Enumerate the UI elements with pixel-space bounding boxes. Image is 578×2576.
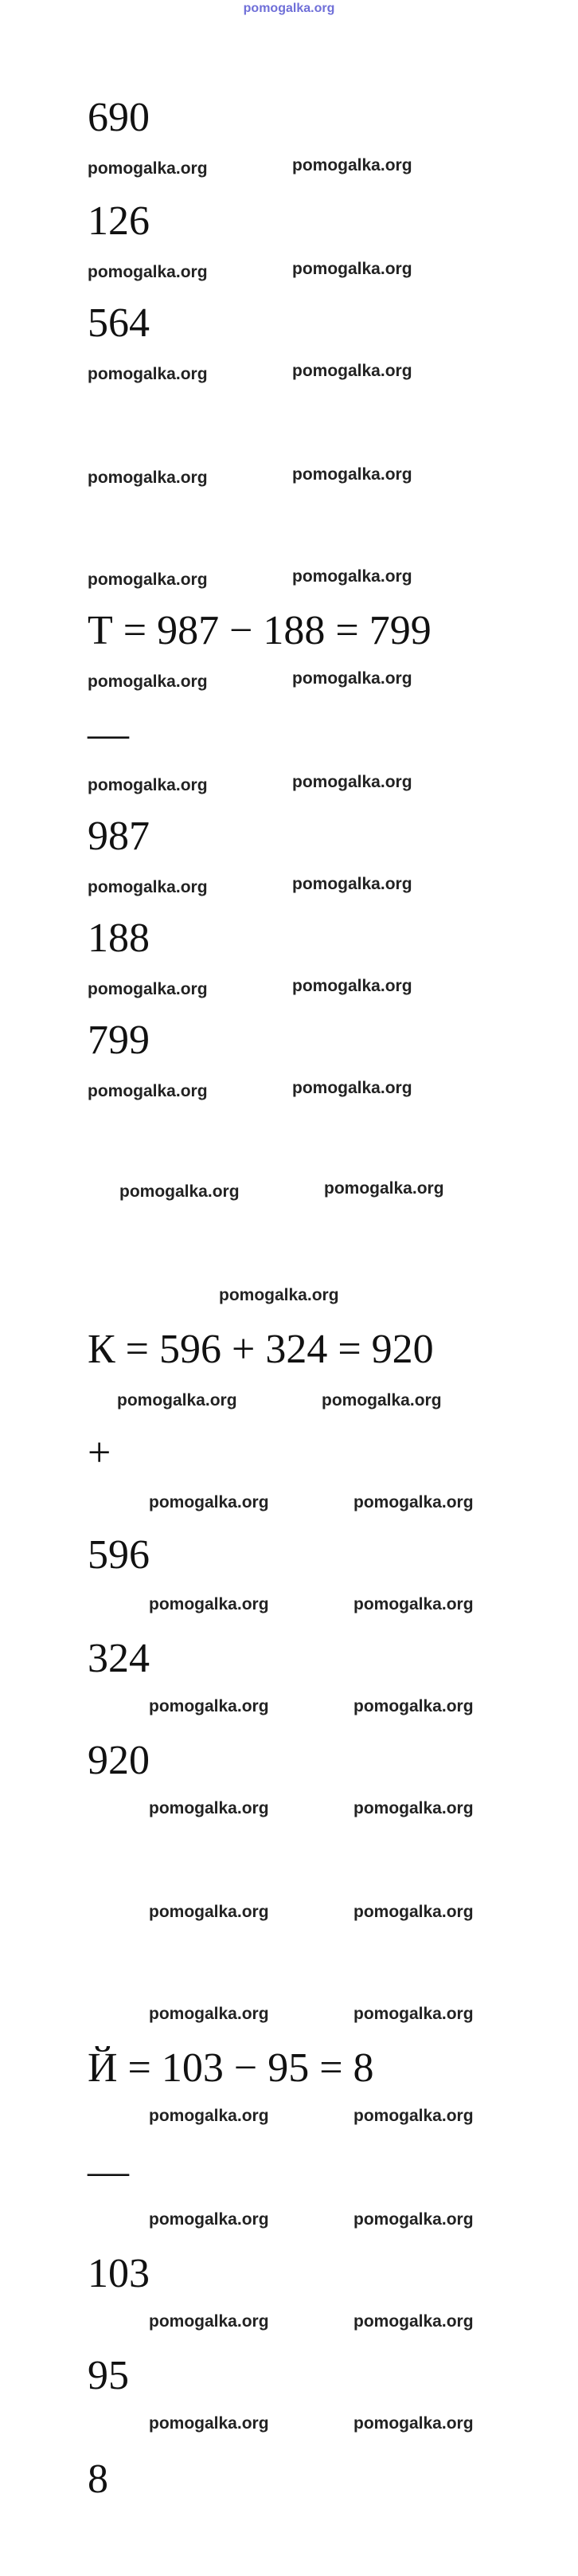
number-line: 188: [88, 916, 150, 961]
number-line: 987: [88, 814, 150, 859]
watermark: pomogalka.org: [149, 2107, 269, 2125]
watermark: pomogalka.org: [88, 1082, 208, 1100]
header-watermark: pomogalka.org: [243, 2, 335, 15]
number-line: 920: [88, 1738, 150, 1783]
watermark: pomogalka.org: [149, 2312, 269, 2331]
watermark: pomogalka.org: [88, 469, 208, 487]
operator-minus: —: [88, 2149, 129, 2194]
number-line: 103: [88, 2251, 150, 2296]
operator-plus: +: [88, 1430, 111, 1476]
watermark: pomogalka.org: [88, 570, 208, 589]
watermark: pomogalka.org: [219, 1286, 339, 1304]
watermark: pomogalka.org: [353, 1799, 474, 1817]
watermark: pomogalka.org: [149, 1697, 269, 1715]
watermark: pomogalka.org: [117, 1391, 237, 1410]
number-line: 564: [88, 300, 150, 346]
watermark: pomogalka.org: [324, 1179, 444, 1198]
watermark: pomogalka.org: [292, 465, 412, 484]
number-line: 690: [88, 95, 150, 140]
watermark: pomogalka.org: [353, 1493, 474, 1511]
watermark: pomogalka.org: [149, 1799, 269, 1817]
equation-t: Т = 987 − 188 = 799: [88, 608, 432, 653]
watermark: pomogalka.org: [149, 1595, 269, 1613]
number-line: 8: [88, 2456, 108, 2502]
watermark: pomogalka.org: [88, 980, 208, 998]
watermark: pomogalka.org: [149, 1493, 269, 1511]
watermark: pomogalka.org: [149, 2414, 269, 2433]
watermark: pomogalka.org: [88, 159, 208, 178]
watermark: pomogalka.org: [119, 1182, 240, 1201]
watermark: pomogalka.org: [292, 669, 412, 688]
watermark: pomogalka.org: [88, 776, 208, 794]
number-line: 126: [88, 198, 150, 244]
watermark: pomogalka.org: [353, 2005, 474, 2023]
watermark: pomogalka.org: [322, 1391, 442, 1410]
watermark: pomogalka.org: [353, 2107, 474, 2125]
watermark: pomogalka.org: [88, 263, 208, 281]
watermark: pomogalka.org: [353, 2312, 474, 2331]
number-line: 799: [88, 1017, 150, 1063]
watermark: pomogalka.org: [292, 156, 412, 174]
watermark: pomogalka.org: [292, 1079, 412, 1097]
watermark: pomogalka.org: [149, 2005, 269, 2023]
watermark: pomogalka.org: [292, 260, 412, 278]
watermark: pomogalka.org: [292, 977, 412, 995]
watermark: pomogalka.org: [292, 773, 412, 791]
watermark: pomogalka.org: [353, 2414, 474, 2433]
watermark: pomogalka.org: [88, 365, 208, 383]
equation-y: Й = 103 − 95 = 8: [88, 2045, 374, 2091]
number-line: 95: [88, 2353, 129, 2398]
watermark: pomogalka.org: [353, 2210, 474, 2229]
watermark: pomogalka.org: [353, 1903, 474, 1921]
watermark: pomogalka.org: [292, 362, 412, 380]
watermark: pomogalka.org: [149, 1903, 269, 1921]
watermark: pomogalka.org: [353, 1697, 474, 1715]
equation-k: К = 596 + 324 = 920: [88, 1327, 434, 1372]
watermark: pomogalka.org: [292, 875, 412, 893]
operator-minus: —: [88, 712, 129, 757]
watermark: pomogalka.org: [353, 1595, 474, 1613]
watermark: pomogalka.org: [149, 2210, 269, 2229]
watermark: pomogalka.org: [88, 672, 208, 691]
number-line: 324: [88, 1636, 150, 1681]
number-line: 596: [88, 1532, 150, 1578]
watermark: pomogalka.org: [292, 567, 412, 586]
watermark: pomogalka.org: [88, 878, 208, 896]
